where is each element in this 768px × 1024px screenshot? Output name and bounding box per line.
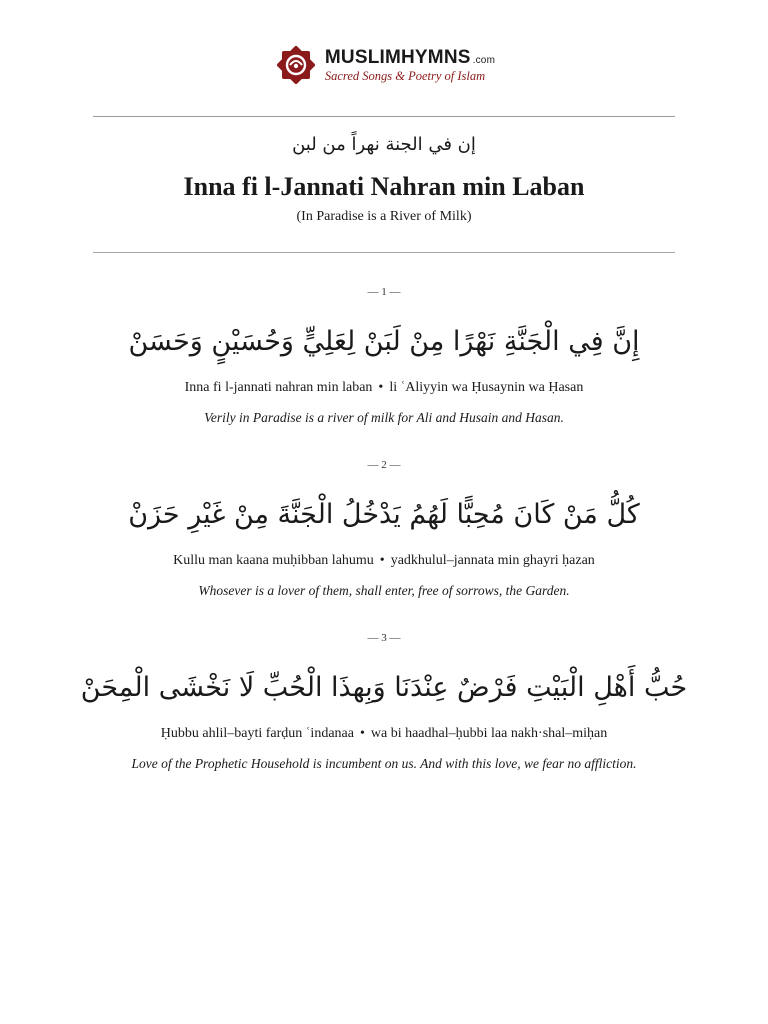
verse-arabic: إِنَّ فِي الْجَنَّةِ نَهْرًا مِنْ لَبَنْ لِعَلِيٍّ وَحُسَيْنٍ وَحَسَنْ [128, 326, 640, 357]
translit-part-b: wa bi haadhal–ḥubbi laa nakh·shal–miḥan [370, 726, 608, 741]
page-subtitle: (In Paradise is a River of Milk) [296, 209, 472, 224]
verse-1 [0, 286, 768, 426]
verse-translation: Verily in Paradise is a river of milk for Ali and Husain and Hasan. [204, 410, 564, 425]
separator-dot: • [379, 553, 385, 568]
verse-translation: Whosever is a lover of them, shall enter, free of sorrows, the Garden. [198, 583, 570, 598]
verse-transliteration [0, 726, 768, 744]
brand-name: MUSLIMHYMNS .com [324, 46, 496, 68]
site-header [0, 42, 768, 88]
top-divider [93, 116, 675, 117]
verse-2 [0, 459, 768, 599]
translit-part-a: Kullu man kaana muḥibban lahumu [173, 553, 374, 568]
title-arabic: إن في الجنة نهراً من لبن [292, 134, 476, 155]
verse-number: — 2 — [367, 459, 401, 471]
verse-number: — 3 — [367, 632, 401, 644]
verse-arabic: كُلُّ مَنْ كَانَ مُحِبًّا لَهُمُ يَدْخُلُ الْجَنَّةَ مِنْ غَيْرِ حَزَنْ [128, 499, 640, 530]
verse-3 [0, 632, 768, 772]
brand-tagline: Sacred Songs & Poetry of Islam [324, 68, 486, 83]
translit-part-b: yadkhulul–jannata min ghayri ḥazan [390, 553, 595, 568]
separator-dot: • [359, 726, 365, 741]
brand-domain: .com [472, 54, 496, 66]
page-title: Inna fi l-Jannati Nahran min Laban [183, 172, 585, 201]
logo[interactable] [273, 42, 495, 88]
verse-arabic: حُبُّ أَهْلِ الْبَيْتِ فَرْضٌ عِنْدَنَا وَبِهذَا الْحُبِّ لَا نَخْشَى الْمِحَنْ [80, 672, 688, 703]
translit-part-a: Inna fi l-jannati nahran min laban [184, 380, 373, 395]
star-ornament-icon [273, 42, 319, 88]
translit-part-a: Ḥubbu ahlil–bayti farḍun ʿindanaa [160, 726, 354, 741]
title-divider [93, 252, 675, 253]
verse-transliteration [0, 380, 768, 398]
verse-number: — 1 — [367, 286, 401, 298]
separator-dot: • [378, 380, 384, 395]
verse-translation: Love of the Prophetic Household is incumbent on us. And with this love, we fear no affliction. [131, 756, 637, 771]
verse-transliteration [0, 553, 768, 571]
translit-part-b: li ʿAliyyin wa Ḥusaynin wa Ḥasan [389, 380, 584, 395]
